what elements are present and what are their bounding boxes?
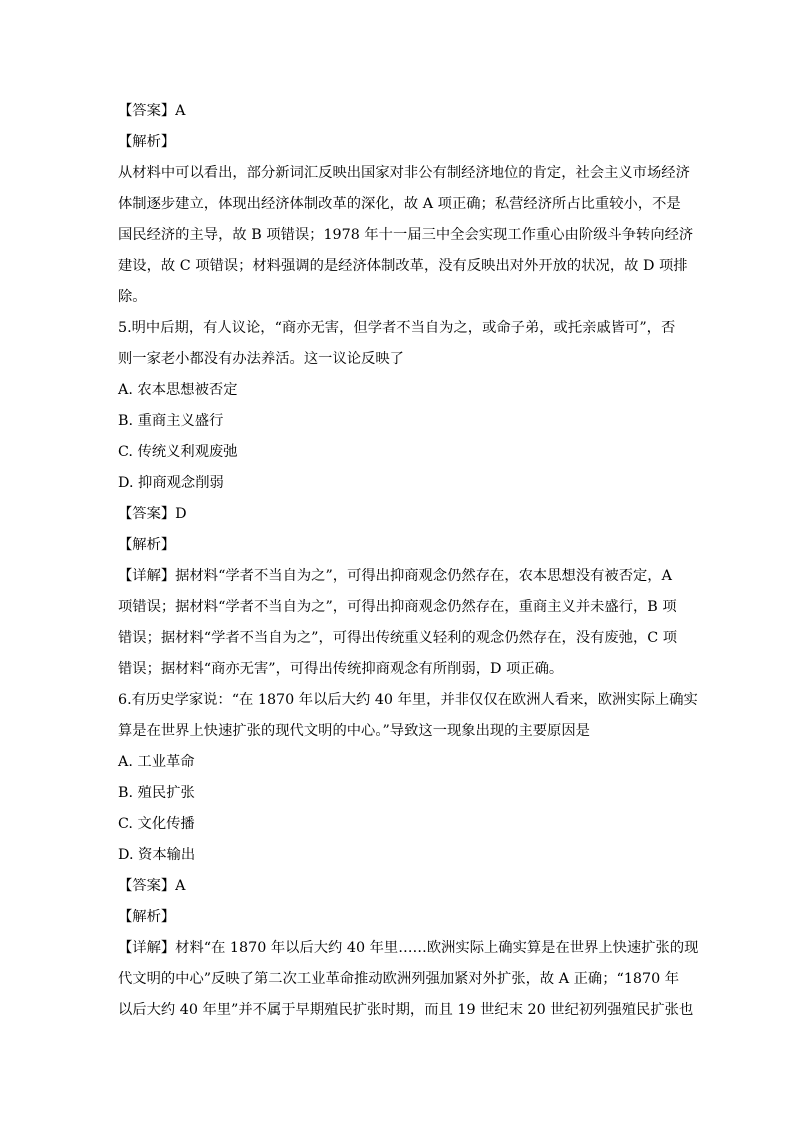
analysis-paragraph	[118, 158, 694, 313]
analysis-heading: 【解析】	[118, 537, 176, 553]
paragraph-line: 代文明的中心”反映了第二次工业革命推动欧洲列强加紧对外扩张，故 A 正确；“1870 年	[118, 971, 680, 987]
option-a: A. 工业革命	[118, 754, 195, 770]
question-line: 则一家老小都没有办法养活。这一议论反映了	[118, 351, 404, 367]
option-a: A. 农本思想被否定	[118, 382, 238, 398]
analysis-paragraph	[118, 933, 699, 1026]
paragraph-line: 建设，故 C 项错误；材料强调的是经济体制改革，没有反映出对外开放的状况，故 D 项排	[118, 258, 688, 274]
paragraph-line: 国民经济的主导，故 B 项错误；1978 年十一届三中全会实现工作重心由阶级斗争转向经济	[118, 227, 694, 243]
paragraph-line: 体制逐步建立，体现出经济体制改革的深化，故 A 项正确；私营经济所占比重较小，不是	[118, 196, 681, 212]
answer-label: 【答案】A	[118, 103, 186, 119]
question-line: 5.明中后期，有人议论，“商亦无害，但学者不当自为之，或命子弟，或托亲戚皆可”，否	[118, 320, 676, 336]
question-5	[118, 313, 678, 375]
option-b: B. 重商主义盛行	[118, 413, 224, 429]
paragraph-line: 【详解】材料“在 1870 年以后大约 40 年里……欧洲实际上确实算是在世界上快速扩张的现	[118, 940, 699, 956]
paragraph-line: 项错误；据材料“学者不当自为之”，可得出抑商观念仍然存在，重商主义并未盛行，B 项	[118, 599, 677, 615]
question-6	[118, 685, 698, 747]
analysis-paragraph	[118, 561, 678, 685]
question-line: 6.有历史学家说：“在 1870 年以后大约 40 年里，并非仅仅在欧洲人看来，欧洲实际上确实	[118, 692, 698, 708]
answer-label: 【答案】A	[118, 878, 186, 894]
document-page	[118, 96, 699, 1026]
paragraph-line: 从材料中可以看出，部分新词汇反映出国家对非公有制经济地位的肯定，社会主义市场经济	[118, 165, 690, 181]
paragraph-line: 以后大约 40 年里”并不属于早期殖民扩张时期，而且 19 世纪末 20 世纪初列强殖民扩张也	[118, 1002, 694, 1018]
analysis-heading: 【解析】	[118, 909, 176, 925]
paragraph-line: 错误；据材料“商亦无害”，可得出传统抑商观念有所削弱，D 项正确。	[118, 661, 564, 677]
answer-label: 【答案】D	[118, 506, 187, 522]
option-d: D. 资本输出	[118, 847, 196, 863]
option-b: B. 殖民扩张	[118, 785, 195, 801]
question-line: 算是在世界上快速扩张的现代文明的中心。”导致这一现象出现的主要原因是	[118, 723, 590, 739]
paragraph-line: 除。	[118, 289, 147, 305]
option-d: D. 抑商观念削弱	[118, 475, 224, 491]
option-c: C. 传统义利观废弛	[118, 444, 238, 460]
paragraph-line: 错误；据材料“学者不当自为之”，可得出传统重义轻利的观念仍然存在，没有废弛，C 项	[118, 630, 678, 646]
analysis-heading: 【解析】	[118, 134, 176, 150]
paragraph-line: 【详解】据材料“学者不当自为之”，可得出抑商观念仍然存在，农本思想没有被否定，A	[118, 568, 672, 584]
option-c: C. 文化传播	[118, 816, 195, 832]
